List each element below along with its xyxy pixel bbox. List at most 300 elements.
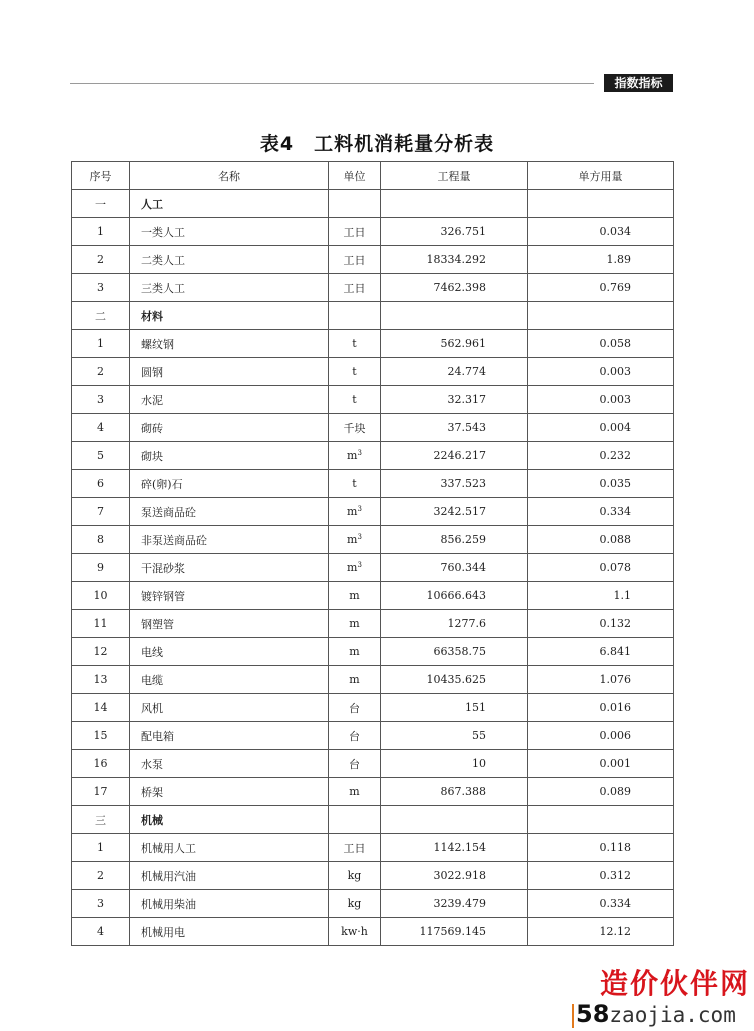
row-quantity <box>381 666 528 694</box>
row-unit <box>329 330 381 358</box>
row-quantity-text: 151 <box>465 701 486 714</box>
row-name-text: 泵送商品砼 <box>141 505 196 519</box>
row-name-text: 水泵 <box>141 757 163 771</box>
row-index <box>72 694 130 722</box>
table-title: 表4 工料机消耗量分析表 <box>259 133 495 155</box>
row-unit-usage-text: 0.089 <box>599 785 631 798</box>
row-unit <box>329 414 381 442</box>
row-quantity-text: 24.774 <box>447 365 486 378</box>
row-unit <box>329 274 381 302</box>
row-index-text: 10 <box>93 589 108 602</box>
section-tag: 指数指标 <box>604 74 673 92</box>
unit-exponent: 3 <box>357 505 362 513</box>
row-unit <box>329 218 381 246</box>
table-row <box>72 386 674 414</box>
row-name-text: 螺纹钢 <box>141 337 174 351</box>
row-index <box>72 918 130 946</box>
row-unit-usage <box>528 638 674 666</box>
row-unit-text: 工日 <box>343 225 366 239</box>
row-unit-usage <box>528 302 674 330</box>
row-quantity <box>381 750 528 778</box>
row-index <box>72 750 130 778</box>
table-row <box>72 694 674 722</box>
row-unit <box>329 302 381 330</box>
unit-exponent: 3 <box>357 533 362 541</box>
row-quantity-text: 37.543 <box>447 421 486 434</box>
row-unit <box>329 470 381 498</box>
row-index-text: 三 <box>95 813 106 827</box>
row-name-text: 电缆 <box>141 673 163 687</box>
row-name <box>130 610 329 638</box>
row-unit-usage <box>528 414 674 442</box>
row-unit <box>329 498 381 526</box>
row-unit-usage <box>528 218 674 246</box>
row-name <box>130 330 329 358</box>
table-row <box>72 778 674 806</box>
row-quantity <box>381 498 528 526</box>
table-row <box>72 330 674 358</box>
row-index-text: 2 <box>97 253 104 266</box>
row-unit-text: t <box>352 337 357 350</box>
watermark-bar <box>572 1004 574 1028</box>
row-unit-usage <box>528 442 674 470</box>
row-unit-usage <box>528 358 674 386</box>
table-row <box>72 526 674 554</box>
row-quantity-text: 117569.145 <box>419 925 486 938</box>
table-row <box>72 582 674 610</box>
row-unit-usage <box>528 526 674 554</box>
row-index <box>72 358 130 386</box>
row-quantity <box>381 862 528 890</box>
row-quantity <box>381 694 528 722</box>
row-name <box>130 190 329 218</box>
row-quantity <box>381 470 528 498</box>
row-name <box>130 638 329 666</box>
row-index <box>72 610 130 638</box>
row-name <box>130 526 329 554</box>
row-index <box>72 554 130 582</box>
row-name <box>130 386 329 414</box>
unit-exponent: 3 <box>357 561 362 569</box>
table-row <box>72 610 674 638</box>
table-row <box>72 862 674 890</box>
row-name <box>130 890 329 918</box>
header-name: 名称 <box>130 162 329 190</box>
row-name-text: 圆钢 <box>141 365 163 379</box>
row-index <box>72 582 130 610</box>
row-quantity-text: 3239.479 <box>433 897 486 910</box>
row-name <box>130 722 329 750</box>
row-index <box>72 862 130 890</box>
row-quantity <box>381 610 528 638</box>
row-quantity <box>381 526 528 554</box>
table-row <box>72 918 674 946</box>
row-name-text: 材料 <box>141 309 163 323</box>
row-unit <box>329 610 381 638</box>
row-quantity-text: 10435.625 <box>426 673 486 686</box>
row-name-text: 砌砖 <box>141 421 163 435</box>
row-index <box>72 470 130 498</box>
row-unit-usage <box>528 666 674 694</box>
row-unit <box>329 918 381 946</box>
row-index <box>72 246 130 274</box>
row-unit-usage <box>528 862 674 890</box>
row-quantity <box>381 638 528 666</box>
row-unit-usage-text: 0.035 <box>599 477 631 490</box>
row-name-text: 二类人工 <box>141 253 185 267</box>
row-unit <box>329 442 381 470</box>
row-unit-text: kg <box>347 897 362 910</box>
row-unit-usage-text: 0.016 <box>599 701 631 714</box>
row-unit-text: m <box>347 561 358 574</box>
row-name <box>130 414 329 442</box>
watermark-url-text: zaojia.com <box>609 1003 736 1027</box>
row-unit-usage-text: 1.89 <box>606 253 631 266</box>
row-name-text: 三类人工 <box>141 281 185 295</box>
row-name <box>130 470 329 498</box>
unit-exponent: 3 <box>357 449 362 457</box>
row-unit <box>329 358 381 386</box>
row-unit-text: m <box>347 533 358 546</box>
row-name-text: 桥架 <box>141 785 163 799</box>
row-name <box>130 218 329 246</box>
row-name <box>130 694 329 722</box>
table-row <box>72 722 674 750</box>
row-unit-text: 台 <box>349 729 360 743</box>
row-index <box>72 806 130 834</box>
row-quantity <box>381 246 528 274</box>
row-index <box>72 722 130 750</box>
row-unit-usage-text: 0.334 <box>599 505 631 518</box>
row-index <box>72 638 130 666</box>
row-unit-usage <box>528 722 674 750</box>
row-index-text: 一 <box>95 197 106 211</box>
row-quantity <box>381 890 528 918</box>
row-unit-usage <box>528 330 674 358</box>
row-unit-text: 工日 <box>343 253 366 267</box>
row-unit <box>329 582 381 610</box>
table-row <box>72 442 674 470</box>
row-index <box>72 302 130 330</box>
row-unit-text: m <box>347 449 358 462</box>
row-name <box>130 358 329 386</box>
row-quantity-text: 10666.643 <box>426 589 486 602</box>
row-unit-text: t <box>352 393 357 406</box>
row-index <box>72 890 130 918</box>
row-unit <box>329 862 381 890</box>
row-quantity <box>381 918 528 946</box>
row-unit-usage <box>528 274 674 302</box>
row-name-text: 一类人工 <box>141 225 185 239</box>
row-unit <box>329 778 381 806</box>
row-name <box>130 582 329 610</box>
row-name-text: 干混砂浆 <box>141 561 185 575</box>
row-unit-usage-text: 0.078 <box>599 561 631 574</box>
section-row <box>72 302 674 330</box>
row-quantity-text: 562.961 <box>440 337 486 350</box>
row-name-text: 风机 <box>141 701 163 715</box>
row-index-text: 二 <box>95 309 106 323</box>
row-unit-text: 台 <box>349 757 360 771</box>
row-unit-usage-text: 0.034 <box>599 225 631 238</box>
row-name-text: 砌块 <box>141 449 163 463</box>
row-unit <box>329 386 381 414</box>
row-quantity-text: 867.388 <box>440 785 486 798</box>
row-name <box>130 246 329 274</box>
row-unit <box>329 190 381 218</box>
row-unit-usage-text: 0.003 <box>599 393 631 406</box>
row-unit <box>329 526 381 554</box>
watermark <box>568 960 754 1031</box>
row-unit <box>329 694 381 722</box>
row-unit-text: t <box>352 477 357 490</box>
row-unit-usage <box>528 190 674 218</box>
row-unit <box>329 890 381 918</box>
row-quantity <box>381 358 528 386</box>
row-name <box>130 834 329 862</box>
row-unit-text: 工日 <box>343 281 366 295</box>
row-quantity-text: 2246.217 <box>433 449 486 462</box>
row-name-text: 人工 <box>141 197 163 211</box>
row-unit-usage-text: 12.12 <box>599 925 631 938</box>
row-quantity-text: 32.317 <box>447 393 486 406</box>
row-name <box>130 302 329 330</box>
watermark-url-number: 58 <box>576 1000 610 1028</box>
row-index-text: 2 <box>97 365 104 378</box>
row-index-text: 3 <box>97 393 104 406</box>
table-row <box>72 554 674 582</box>
consumption-table <box>71 161 674 946</box>
table-row <box>72 750 674 778</box>
row-unit-text: m <box>349 785 360 798</box>
row-unit-usage <box>528 246 674 274</box>
row-quantity <box>381 414 528 442</box>
row-name-text: 机械用电 <box>141 925 185 939</box>
row-unit-usage-text: 1.076 <box>599 673 631 686</box>
row-unit-text: t <box>352 365 357 378</box>
row-index <box>72 778 130 806</box>
row-unit <box>329 722 381 750</box>
row-index <box>72 414 130 442</box>
row-index-text: 4 <box>97 421 104 434</box>
row-index-text: 2 <box>97 869 104 882</box>
row-index-text: 3 <box>97 281 104 294</box>
row-quantity-text: 66358.75 <box>433 645 486 658</box>
table-row <box>72 246 674 274</box>
row-quantity <box>381 778 528 806</box>
row-unit-usage <box>528 498 674 526</box>
row-unit <box>329 666 381 694</box>
row-index-text: 1 <box>97 225 104 238</box>
row-name-text: 镀锌钢管 <box>141 589 185 603</box>
header-quantity: 工程量 <box>381 162 528 190</box>
row-unit-usage <box>528 694 674 722</box>
row-unit <box>329 554 381 582</box>
row-name-text: 碎(卵)石 <box>141 477 183 491</box>
row-index-text: 17 <box>93 785 108 798</box>
row-name-text: 机械 <box>141 813 163 827</box>
row-unit-usage-text: 0.118 <box>599 841 631 854</box>
row-unit-text: 千块 <box>343 421 366 435</box>
row-unit-usage-text: 0.334 <box>599 897 631 910</box>
row-unit-usage-text: 6.841 <box>599 645 631 658</box>
row-unit-usage-text: 0.088 <box>599 533 631 546</box>
row-unit-text: m <box>347 505 358 518</box>
row-unit <box>329 806 381 834</box>
row-index <box>72 190 130 218</box>
watermark-brand: 造价伙伴网 <box>599 967 750 1000</box>
row-index-text: 14 <box>93 701 108 714</box>
row-name <box>130 442 329 470</box>
row-name <box>130 750 329 778</box>
row-quantity-text: 760.344 <box>440 561 486 574</box>
row-unit-text: m <box>349 673 360 686</box>
row-unit-usage <box>528 834 674 862</box>
row-unit-usage-text: 1.1 <box>613 589 631 602</box>
row-index <box>72 386 130 414</box>
row-unit-usage <box>528 806 674 834</box>
row-name-text: 配电箱 <box>141 729 174 743</box>
row-name-text: 电线 <box>141 645 163 659</box>
table-row <box>72 498 674 526</box>
table-row <box>72 890 674 918</box>
table-row <box>72 414 674 442</box>
row-index <box>72 218 130 246</box>
row-quantity-text: 7462.398 <box>433 281 486 294</box>
row-unit-usage <box>528 890 674 918</box>
row-index <box>72 498 130 526</box>
row-index <box>72 526 130 554</box>
row-quantity <box>381 442 528 470</box>
row-unit-usage <box>528 918 674 946</box>
row-unit-text: kg <box>347 869 362 882</box>
row-unit <box>329 750 381 778</box>
row-index-text: 9 <box>97 561 104 574</box>
row-unit-usage-text: 0.232 <box>599 449 631 462</box>
row-quantity <box>381 834 528 862</box>
row-quantity-text: 1277.6 <box>447 617 486 630</box>
row-quantity-text: 1142.154 <box>433 841 486 854</box>
row-index-text: 12 <box>93 645 108 658</box>
row-name <box>130 554 329 582</box>
row-name <box>130 274 329 302</box>
row-name <box>130 498 329 526</box>
table-row <box>72 834 674 862</box>
section-row <box>72 190 674 218</box>
row-quantity <box>381 302 528 330</box>
row-quantity <box>381 722 528 750</box>
header-rule <box>70 83 594 84</box>
table-row <box>72 274 674 302</box>
row-quantity <box>381 330 528 358</box>
section-row <box>72 806 674 834</box>
row-unit-usage-text: 0.004 <box>599 421 631 434</box>
row-quantity <box>381 274 528 302</box>
row-unit-text: m <box>349 617 360 630</box>
row-quantity <box>381 190 528 218</box>
row-index-text: 4 <box>97 925 104 938</box>
header-index: 序号 <box>72 162 130 190</box>
row-index-text: 3 <box>97 897 104 910</box>
row-index-text: 5 <box>97 449 104 462</box>
row-unit-usage-text: 0.312 <box>599 869 631 882</box>
row-name-text: 水泥 <box>141 393 163 407</box>
table-row <box>72 358 674 386</box>
row-quantity <box>381 386 528 414</box>
row-quantity-text: 3022.918 <box>433 869 486 882</box>
header-unit: 单位 <box>329 162 381 190</box>
row-quantity <box>381 582 528 610</box>
row-name-text: 钢塑管 <box>141 617 174 631</box>
row-quantity <box>381 554 528 582</box>
row-name-text: 非泵送商品砼 <box>141 533 207 547</box>
table-row <box>72 638 674 666</box>
row-unit-usage <box>528 778 674 806</box>
row-index <box>72 834 130 862</box>
row-quantity-text: 3242.517 <box>433 505 486 518</box>
row-quantity-text: 337.523 <box>440 477 486 490</box>
row-unit-usage <box>528 582 674 610</box>
row-name <box>130 918 329 946</box>
row-quantity-text: 326.751 <box>440 225 486 238</box>
row-unit-usage <box>528 386 674 414</box>
row-index-text: 7 <box>97 505 104 518</box>
row-unit-usage-text: 0.769 <box>599 281 631 294</box>
watermark-url <box>576 1000 736 1028</box>
row-index-text: 13 <box>93 673 108 686</box>
row-quantity-text: 55 <box>472 729 486 742</box>
row-name-text: 机械用柴油 <box>141 897 196 911</box>
row-unit-text: kw·h <box>341 925 368 938</box>
row-name <box>130 806 329 834</box>
row-index-text: 1 <box>97 841 104 854</box>
row-unit-usage-text: 0.132 <box>599 617 631 630</box>
row-unit-usage-text: 0.003 <box>599 365 631 378</box>
row-name <box>130 778 329 806</box>
row-index-text: 6 <box>97 477 104 490</box>
row-index-text: 16 <box>93 757 108 770</box>
row-unit-usage-text: 0.058 <box>599 337 631 350</box>
row-unit-usage <box>528 470 674 498</box>
row-index <box>72 666 130 694</box>
row-unit-usage <box>528 610 674 638</box>
row-unit-text: m <box>349 589 360 602</box>
row-index-text: 11 <box>93 617 108 630</box>
row-index <box>72 442 130 470</box>
row-unit-usage <box>528 750 674 778</box>
row-unit-text: 工日 <box>343 841 366 855</box>
row-unit-text: m <box>349 645 360 658</box>
table-row <box>72 666 674 694</box>
row-quantity <box>381 806 528 834</box>
row-name-text: 机械用汽油 <box>141 869 196 883</box>
row-index <box>72 274 130 302</box>
row-unit <box>329 638 381 666</box>
row-name <box>130 666 329 694</box>
header-unit-usage: 单方用量 <box>528 162 674 190</box>
row-unit-text: 台 <box>349 701 360 715</box>
row-unit <box>329 246 381 274</box>
row-name <box>130 862 329 890</box>
row-quantity-text: 18334.292 <box>426 253 486 266</box>
row-quantity-text: 10 <box>472 757 486 770</box>
row-index-text: 1 <box>97 337 104 350</box>
table-body <box>72 190 674 946</box>
row-quantity <box>381 218 528 246</box>
row-unit-usage <box>528 554 674 582</box>
row-quantity-text: 856.259 <box>440 533 486 546</box>
table-header-row <box>72 162 674 190</box>
